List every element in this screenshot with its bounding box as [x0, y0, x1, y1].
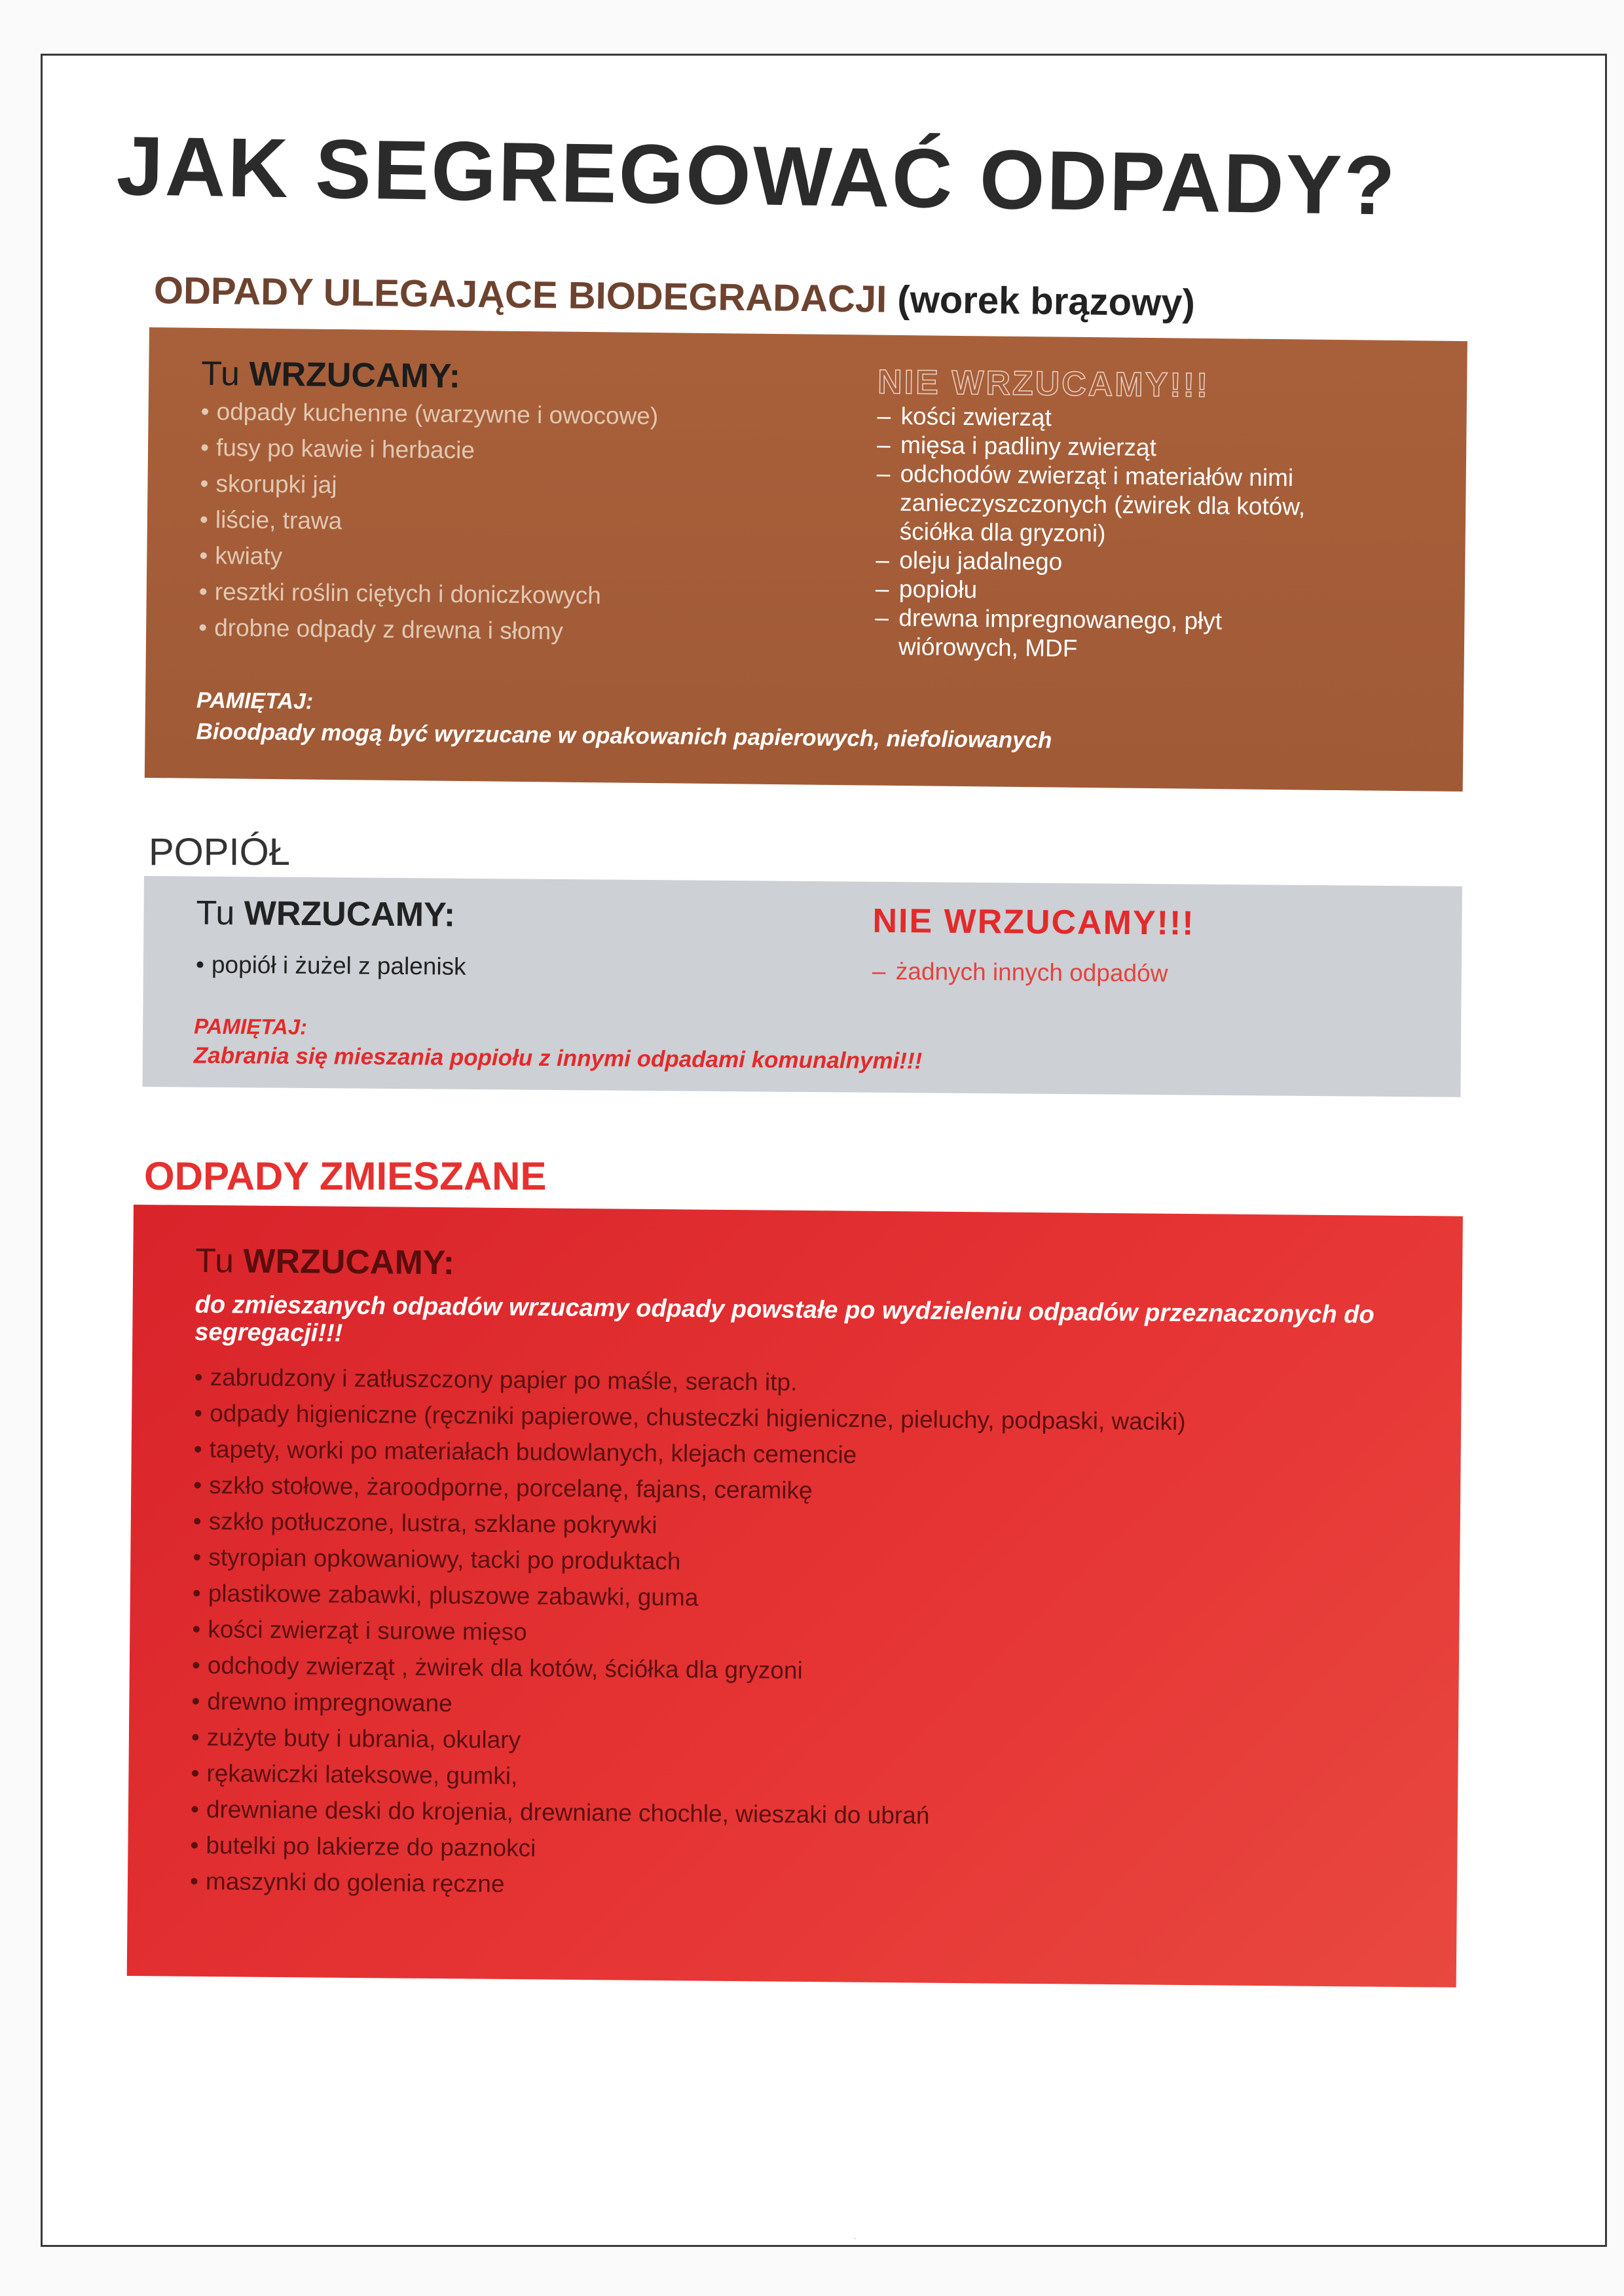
list-item: • zabrudzony i zatłuszczony papier po maśle, serach itp.: [194, 1359, 1425, 1406]
list-item: • kości zwierząt i surowe mięso: [192, 1611, 1423, 1658]
list-item: • resztki roślin ciętych i doniczkowych: [198, 574, 656, 614]
list-item: • szkło potłuczone, lustra, szklane pokrywki: [193, 1503, 1424, 1550]
mixed-allowed-heading: [195, 1241, 1426, 1291]
bio-allowed-prefix: Tu: [200, 354, 249, 393]
list-item: • zużyte buty i ubrania, okulary: [191, 1719, 1422, 1766]
mixed-allowed-label: WRZUCAMY:: [243, 1242, 455, 1283]
ash-allowed-label: WRZUCAMY:: [244, 894, 456, 934]
list-item: • maszynki do golenia ręczne: [190, 1863, 1421, 1910]
ash-panel: [142, 876, 1462, 1097]
list-item: • rękawiczki lateksowe, gumki,: [191, 1755, 1422, 1802]
ash-forbidden-column: [872, 902, 1195, 988]
ash-allowed-prefix: Tu: [196, 894, 244, 933]
mixed-allowed-column: [190, 1241, 1427, 1910]
ash-note: [194, 1014, 923, 1075]
list-item: – żadnych innych odpadów: [872, 958, 1194, 988]
bio-forbidden-column: [875, 363, 1360, 666]
mixed-panel: [127, 1205, 1463, 1988]
list-item: • liście, trawa: [200, 501, 657, 542]
bio-heading: ODPADY ULEGAJĄCE BIODEGRADACJI: [153, 269, 887, 321]
bio-allowed-column: [198, 354, 659, 650]
bio-forbidden-list: [875, 402, 1359, 666]
bio-allowed-heading: [201, 354, 659, 398]
page-title: JAK SEGREGOWAĆ ODPADY?: [115, 119, 1398, 233]
list-item: • popiół i żużel z palenisk: [196, 949, 466, 983]
ash-allowed-column: [196, 894, 467, 983]
list-item: • odchody zwierząt , żwirek dla kotów, ściółka dla gryzoni: [192, 1647, 1423, 1694]
list-item: • plastikowe zabawki, pluszowe zabawki, guma: [193, 1575, 1424, 1622]
ash-note-label: PAMIĘTAJ:: [194, 1013, 308, 1039]
list-item: – popiołu: [876, 575, 1357, 609]
scan-speck: ·: [853, 2231, 857, 2244]
bio-heading-sub: (worek brązowy): [896, 278, 1196, 325]
bio-allowed-list: [198, 393, 659, 650]
list-item: – oleju jadalnego: [876, 546, 1357, 580]
ash-note-text: Zabrania się mieszania popiołu z innymi odpadami komunalnymi!!!: [193, 1042, 923, 1074]
list-item: • drobne odpady z drewna i słomy: [198, 610, 656, 650]
list-item: • fusy po kawie i herbacie: [200, 429, 658, 470]
list-item: • butelki po lakierze do paznokci: [190, 1827, 1421, 1874]
list-item: • odpady higieniczne (ręczniki papierowe, chusteczki higieniczne, pieluchy, podpaski, waciki): [194, 1395, 1425, 1442]
list-item: • drewno impregnowane: [191, 1683, 1422, 1730]
list-item: • styropian opkowaniowy, tacki po produktach: [193, 1539, 1424, 1586]
ash-forbidden-heading: NIE WRZUCAMY!!!: [872, 902, 1195, 943]
mixed-intro: do zmieszanych odpadów wrzucamy odpady powstałe po wydzieleniu odpadów przeznaczonych do segregacji!!!: [194, 1290, 1375, 1347]
bio-note-label: PAMIĘTAJ:: [196, 687, 314, 714]
list-item: – kości zwierząt: [877, 402, 1359, 436]
bio-note-text: Bioodpady mogą być wyrzucane w opakowanich papierowych, niefoliowanych: [196, 718, 1052, 754]
mixed-list: [190, 1359, 1426, 1910]
bio-note: [196, 688, 1052, 754]
list-item: – odchodów zwierząt i materiałów nimi zanieczyszczonych (żwirek dla kotów, ściółka dla gryzoni): [876, 460, 1359, 551]
ash-allowed-list: [196, 949, 466, 983]
mixed-section-title: ODPADY ZMIESZANE: [144, 1154, 547, 1198]
ash-section-title: POPIÓŁ: [149, 831, 290, 873]
list-item: • tapety, worki po materiałach budowlanych, klejach cemencie: [194, 1431, 1425, 1478]
bio-allowed-label: WRZUCAMY:: [249, 355, 461, 395]
list-item: • kwiaty: [199, 538, 657, 578]
list-item: • odpady kuchenne (warzywne i owocowe): [200, 393, 658, 434]
list-item: • skorupki jaj: [200, 465, 657, 506]
ash-forbidden-list: [872, 958, 1194, 988]
list-item: • szkło stołowe, żaroodporne, porcelanę, fajans, ceramikę: [193, 1467, 1424, 1514]
list-item: • drewniane deski do krojenia, drewniane chochle, wieszaki do ubrań: [191, 1791, 1422, 1838]
list-item: – drewna impregnowanego, płyt wiórowych, MDF: [875, 604, 1266, 665]
ash-allowed-heading: [196, 894, 466, 935]
bio-panel: [145, 327, 1467, 792]
bio-forbidden-heading: NIE WRZUCAMY!!!: [877, 363, 1210, 405]
mixed-allowed-prefix: Tu: [195, 1241, 244, 1281]
list-item: – mięsa i padliny zwierząt: [877, 431, 1359, 465]
